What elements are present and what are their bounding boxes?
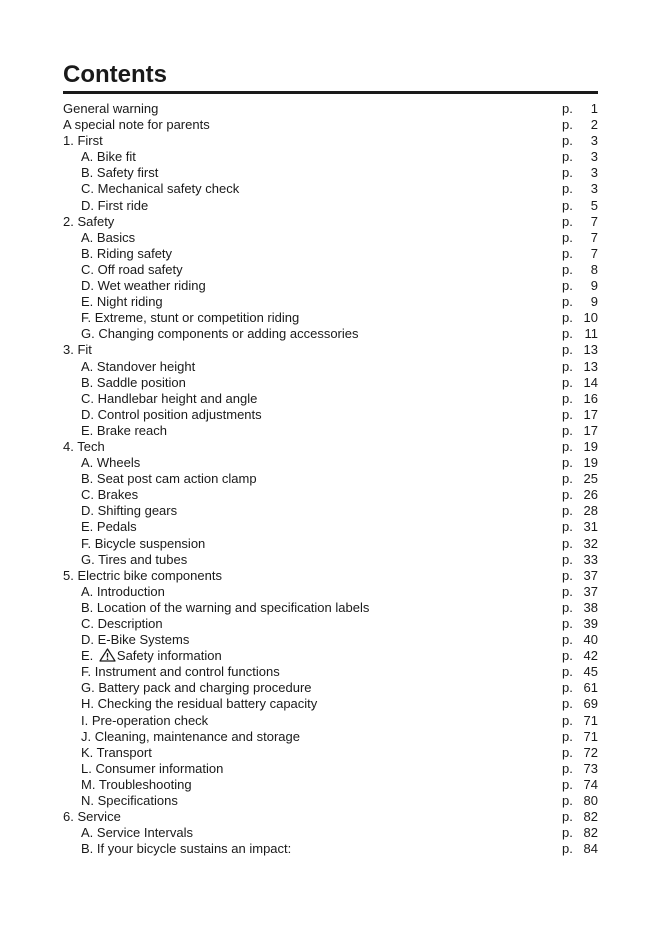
toc-page-number: 25 [583, 471, 598, 487]
toc-entry-label-text: C. Off road safety [81, 261, 183, 277]
toc-entry [63, 326, 598, 342]
toc-entry [63, 230, 598, 246]
toc-page-prefix: p. [562, 567, 573, 583]
toc-entry-label [81, 198, 148, 214]
toc-entry-label [63, 101, 158, 117]
toc-page-number: 10 [583, 310, 598, 326]
toc-entry-label-text: B. Saddle position [81, 374, 186, 390]
toc-page-prefix: p. [562, 165, 573, 181]
toc-entry-label-text: G. Changing components or adding accessories [81, 326, 359, 342]
toc-entry [63, 825, 598, 841]
toc-page-number: 37 [583, 583, 598, 599]
toc-entry-label-text: L. Consumer information [81, 760, 224, 776]
toc-entry-label [81, 713, 208, 729]
toc-entry-label-text: Safety information [116, 648, 222, 664]
toc-entry [63, 294, 598, 310]
toc-page-number: 3 [590, 133, 598, 149]
toc-entry-label [81, 648, 222, 664]
toc-entry-label [63, 809, 121, 825]
toc-page-number: 14 [583, 374, 598, 390]
toc-entry [63, 149, 598, 165]
toc-entry [63, 246, 598, 262]
toc-entry [63, 133, 598, 149]
toc-entry-label-text: 6. Service [63, 809, 121, 825]
toc-entry-label-text: D. Shifting gears [81, 503, 178, 519]
toc-entry-label [81, 310, 299, 326]
toc-entry-label-text: F. Extreme, stunt or competition riding [81, 310, 300, 326]
toc-entry [63, 359, 598, 375]
toc-page-prefix: p. [562, 374, 573, 390]
toc-entry-label [81, 841, 291, 857]
toc-page-number: 11 [584, 326, 598, 342]
toc-entry-label [81, 584, 165, 600]
toc-page-number: 13 [583, 342, 598, 358]
toc-page-number: 84 [583, 841, 598, 857]
toc-page-number: 3 [590, 165, 598, 181]
toc-entry-label-text: E. Pedals [81, 519, 137, 535]
toc-page-number: 32 [583, 535, 598, 551]
toc-page-prefix: p. [562, 197, 573, 213]
toc-entry [63, 648, 598, 664]
toc-entry-label-text: E. Brake reach [81, 422, 167, 438]
toc-page-prefix: p. [562, 422, 573, 438]
toc-entry-label [81, 761, 223, 777]
toc-page-number: 5 [590, 197, 598, 213]
toc-entry-label-text: C. Handlebar height and angle [81, 390, 258, 406]
toc-page-prefix: p. [562, 455, 573, 471]
toc-entry [63, 664, 598, 680]
toc-entry-label [81, 777, 192, 793]
toc-entry-label [81, 552, 187, 568]
toc-entry-label [81, 455, 140, 471]
toc-entry-label-text: G. Tires and tubes [81, 551, 188, 567]
toc-page-number: 2 [590, 117, 598, 133]
toc-page-prefix: p. [562, 712, 573, 728]
toc-page-number: 9 [590, 278, 598, 294]
toc-page-number: 7 [590, 213, 598, 229]
toc-page-prefix: p. [562, 664, 573, 680]
toc-page-prefix: p. [562, 535, 573, 551]
toc-page-number: 33 [583, 551, 598, 567]
toc-entry [63, 600, 598, 616]
toc-entry-label [81, 680, 312, 696]
toc-entry-label-text: 2. Safety [63, 213, 115, 229]
toc-page-number: 74 [583, 776, 598, 792]
toc-entry [63, 391, 598, 407]
toc-entry-label-text: B. Location of the warning and specification labels [81, 599, 370, 615]
toc-entry [63, 793, 598, 809]
toc-entry-label [81, 423, 167, 439]
toc-entry [63, 181, 598, 197]
toc-page-prefix: p. [562, 744, 573, 760]
toc-page-number: 3 [590, 181, 598, 197]
toc-entry [63, 680, 598, 696]
toc-page-prefix: p. [562, 245, 573, 261]
toc-page-prefix: p. [562, 519, 573, 535]
toc-entry-label-text: K. Transport [81, 744, 152, 760]
toc-page-prefix: p. [562, 825, 573, 841]
toc-entry-label-text: M. Troubleshooting [81, 776, 192, 792]
toc-entry-label-text: C. Description [81, 616, 163, 631]
toc-page-prefix: p. [562, 261, 573, 277]
toc-entry-label [81, 471, 257, 487]
toc-entry-label-text: I. Pre-operation check [81, 712, 209, 728]
toc-entry [63, 487, 598, 503]
toc-entry-label [81, 149, 136, 165]
toc-entry-label [81, 359, 195, 375]
toc-entry-label [63, 214, 114, 230]
toc-entry-label-text: J. Cleaning, maintenance and storage [81, 728, 300, 744]
toc-page-prefix: p. [562, 696, 573, 712]
toc-entry-label [81, 262, 183, 278]
toc-entry [63, 503, 598, 519]
toc-page-number: 38 [583, 599, 598, 615]
toc-entry-label [81, 664, 280, 680]
page-title: Contents [63, 61, 167, 88]
toc-page-prefix: p. [562, 133, 573, 149]
toc-page-number: 9 [590, 294, 598, 310]
toc-entry-label-text: A special note for parents [63, 117, 210, 133]
toc-page-prefix: p. [562, 551, 573, 567]
toc-entry-label [81, 391, 257, 407]
toc-page-number: 73 [583, 760, 598, 776]
toc-entry [63, 745, 598, 761]
toc-page-prefix: p. [562, 583, 573, 599]
toc-entry-label [81, 503, 177, 519]
toc-entry [63, 455, 598, 471]
toc-page-prefix: p. [562, 213, 573, 229]
toc-entry [63, 552, 598, 568]
toc-entry-label [81, 825, 193, 841]
toc-entry-label-text: D. Wet weather riding [81, 278, 206, 294]
toc-entry [63, 198, 598, 214]
toc-entry-label [81, 745, 152, 761]
toc-page-number: 40 [583, 632, 598, 648]
toc-entry-label-text: D. E-Bike Systems [81, 632, 190, 648]
toc-page-prefix: p. [562, 487, 573, 503]
toc-page-prefix: p. [562, 632, 573, 648]
toc-entry [63, 841, 598, 857]
toc-page-prefix: p. [562, 680, 573, 696]
toc-entry-label-text: H. Checking the residual battery capacity [81, 696, 318, 712]
toc-entry [63, 310, 598, 326]
toc-page-prefix: p. [562, 809, 573, 825]
toc-entry-label-text: 5. Electric bike components [63, 567, 222, 583]
toc-entry [63, 536, 598, 552]
toc-entry-label-text: B. If your bicycle sustains an impact: [81, 841, 292, 857]
toc-entry-label [81, 519, 137, 535]
toc-page-number: 19 [583, 438, 598, 454]
toc-entry-label-text: C. Brakes [81, 487, 139, 503]
toc-page-prefix: p. [562, 406, 573, 422]
toc-page-prefix: p. [562, 616, 573, 631]
toc-entry-label [81, 407, 262, 423]
toc-entry [63, 729, 598, 745]
toc-entry-label-text: G. Battery pack and charging procedure [81, 680, 312, 696]
table-of-contents [63, 101, 598, 857]
toc-entry-label [81, 536, 205, 552]
toc-page-number: 42 [583, 648, 598, 664]
toc-page-number: 17 [583, 422, 598, 438]
toc-entry [63, 471, 598, 487]
toc-entry-label [81, 600, 369, 616]
toc-page-prefix: p. [562, 117, 573, 133]
toc-entry-label-text: N. Specifications [81, 793, 178, 809]
toc-entry-label [81, 326, 359, 342]
toc-entry-label-text: 1. First [63, 133, 103, 149]
toc-entry [63, 584, 598, 600]
title-divider [63, 91, 598, 94]
toc-entry [63, 777, 598, 793]
toc-entry [63, 568, 598, 584]
toc-page-prefix: p. [562, 648, 573, 664]
toc-entry-label [63, 568, 222, 584]
toc-entry-label-text: B. Safety first [81, 165, 159, 181]
toc-entry [63, 214, 598, 230]
toc-entry [63, 809, 598, 825]
toc-entry-label-text: F. Bicycle suspension [81, 535, 206, 551]
toc-entry [63, 407, 598, 423]
toc-entry-label [81, 246, 172, 262]
toc-page-number: 45 [583, 664, 598, 680]
toc-entry-label [81, 487, 138, 503]
toc-entry [63, 696, 598, 712]
toc-page-number: 82 [583, 809, 598, 825]
toc-page-number: 16 [583, 390, 598, 406]
toc-page-number: 31 [583, 519, 598, 535]
toc-entry-label-text: B. Riding safety [81, 245, 173, 261]
toc-page-prefix: p. [562, 503, 573, 519]
toc-page-number: 1 [590, 101, 598, 116]
toc-page-prefix: p. [562, 149, 573, 165]
toc-entry-label-text: A. Bike fit [81, 149, 136, 165]
toc-page-prefix: p. [562, 294, 573, 310]
toc-entry-label [81, 278, 206, 294]
toc-page-number: 80 [583, 793, 598, 809]
toc-page-prefix: p. [562, 793, 573, 809]
toc-entry-label [81, 793, 178, 809]
toc-page-number: 39 [583, 616, 598, 631]
toc-page-number: 28 [583, 503, 598, 519]
toc-page-number: 3 [590, 149, 598, 165]
toc-entry [63, 278, 598, 294]
toc-page-number: 7 [590, 245, 598, 261]
toc-entry-label [81, 616, 163, 632]
toc-page-prefix: p. [562, 471, 573, 487]
toc-entry-label [81, 230, 135, 246]
toc-entry-label [81, 375, 186, 391]
toc-entry [63, 439, 598, 455]
toc-entry-label [81, 729, 300, 745]
toc-entry-label-text: 3. Fit [63, 342, 92, 358]
toc-page-prefix: p. [562, 278, 573, 294]
toc-entry-label-text: A. Service Intervals [81, 825, 193, 841]
toc-page-number: 19 [583, 455, 598, 471]
toc-page-number: 26 [583, 487, 598, 503]
toc-entry [63, 117, 598, 133]
toc-entry [63, 423, 598, 439]
toc-page-prefix: p. [562, 342, 573, 358]
toc-page-prefix: p. [562, 599, 573, 615]
toc-page-number: 82 [583, 825, 598, 841]
toc-page-number: 71 [583, 712, 598, 728]
toc-page-number: 7 [590, 229, 598, 245]
toc-entry-label [63, 439, 105, 455]
toc-page-number: 71 [583, 728, 598, 744]
toc-page-number: 8 [590, 261, 598, 277]
toc-entry [63, 519, 598, 535]
toc-page-number: 37 [583, 567, 598, 583]
toc-page-number: 17 [583, 406, 598, 422]
toc-entry-label-text: General warning [63, 101, 159, 116]
toc-page-number: 13 [583, 358, 598, 374]
toc-page-prefix: p. [562, 390, 573, 406]
toc-entry-label-text: E. Night riding [81, 294, 163, 310]
toc-entry [63, 713, 598, 729]
toc-entry [63, 165, 598, 181]
toc-entry-label-text: D. First ride [81, 197, 149, 213]
toc-page-prefix: p. [562, 760, 573, 776]
toc-entry-label [81, 632, 189, 648]
toc-entry-label-text: B. Seat post cam action clamp [81, 471, 257, 487]
toc-entry [63, 262, 598, 278]
toc-entry-label [81, 165, 158, 181]
toc-entry [63, 616, 598, 632]
toc-entry [63, 761, 598, 777]
toc-page-prefix: p. [562, 776, 573, 792]
toc-entry-label [63, 342, 92, 358]
toc-entry [63, 342, 598, 358]
toc-entry [63, 375, 598, 391]
toc-page-prefix: p. [562, 181, 573, 197]
toc-entry-label-text: A. Basics [81, 229, 136, 245]
toc-entry-label [81, 294, 163, 310]
toc-entry-label-text: D. Control position adjustments [81, 406, 262, 422]
toc-page-prefix: p. [562, 728, 573, 744]
toc-entry-label [81, 181, 239, 197]
toc-entry-label-text: A. Wheels [81, 455, 141, 471]
toc-entry-label-text: C. Mechanical safety check [81, 181, 240, 197]
toc-page-number: 69 [583, 696, 598, 712]
toc-page-prefix: p. [562, 310, 573, 326]
toc-page-prefix: p. [562, 438, 573, 454]
warning-triangle-icon [99, 648, 116, 662]
toc-page-number: 61 [583, 680, 598, 696]
toc-page-number: 72 [583, 744, 598, 760]
toc-entry-label-text: 4. Tech [63, 438, 105, 454]
toc-entry-label-text: F. Instrument and control functions [81, 664, 280, 680]
toc-page-prefix: p. [562, 101, 573, 116]
toc-entry-label-text: A. Standover height [81, 358, 196, 374]
toc-entry-label [63, 133, 103, 149]
toc-page-prefix: p. [562, 358, 573, 374]
toc-page-prefix: p. [562, 229, 573, 245]
toc-entry [63, 632, 598, 648]
toc-entry-label [81, 696, 317, 712]
toc-entry-label-text: E. [81, 648, 97, 664]
toc-entry [63, 101, 598, 117]
toc-page-prefix: p. [562, 841, 573, 857]
toc-entry-label [63, 117, 210, 133]
toc-page-prefix: p. [562, 326, 573, 342]
toc-entry-label-text: A. Introduction [81, 583, 165, 599]
